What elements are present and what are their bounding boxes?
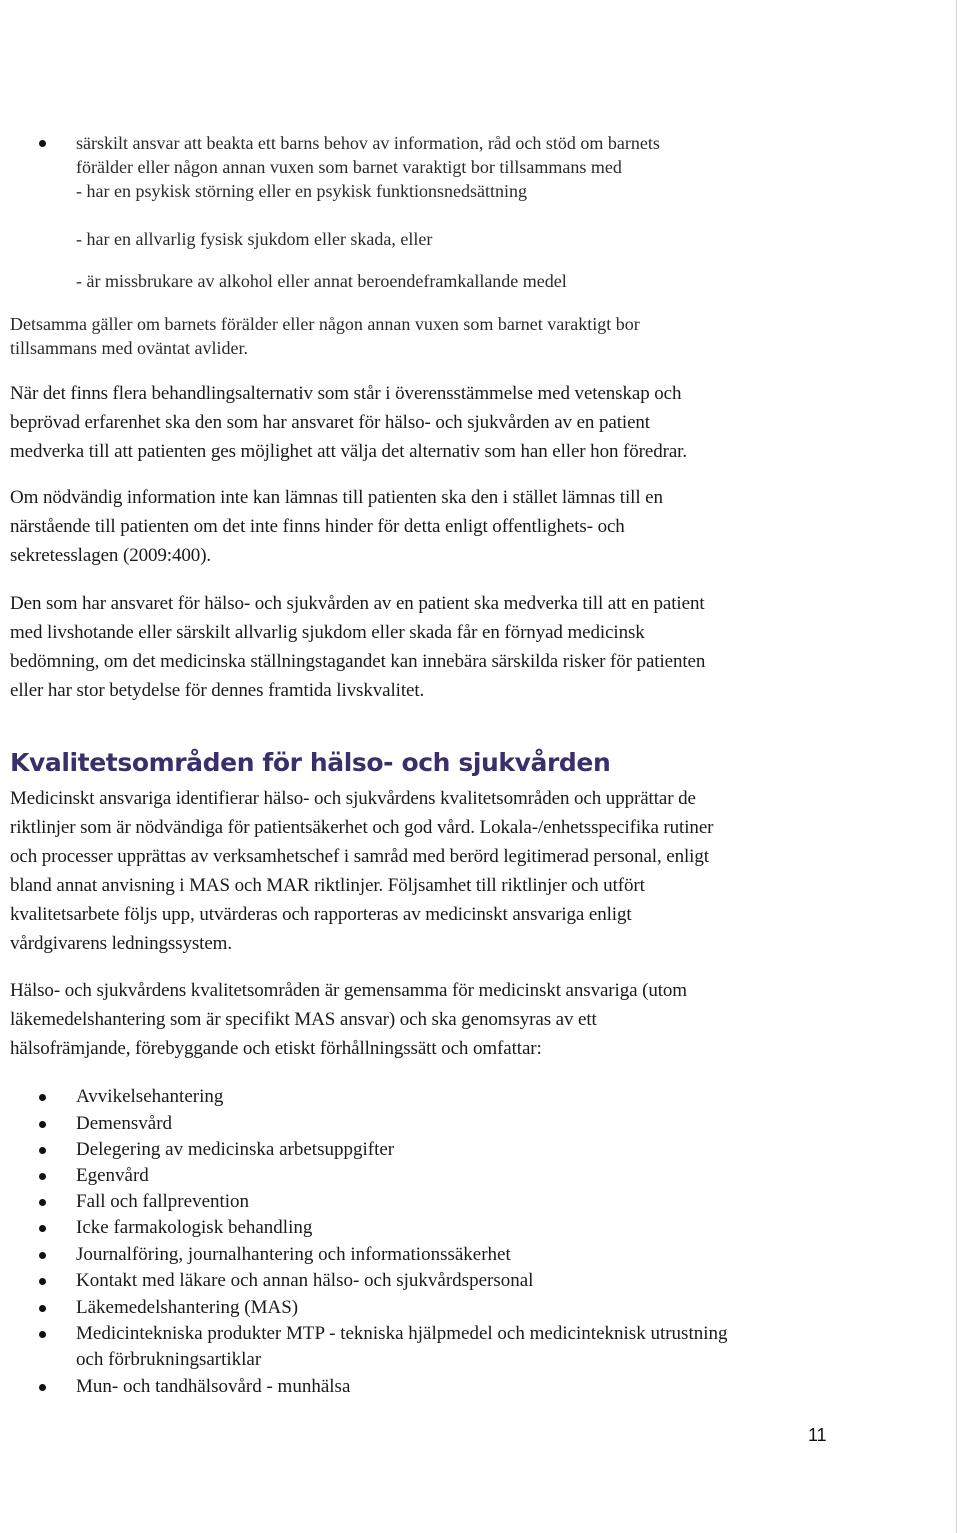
list-item	[76, 1084, 223, 1110]
bullet-icon	[39, 1278, 46, 1285]
list-item	[76, 1242, 511, 1268]
text-line: vårdgivarens ledningssystem.	[10, 933, 232, 954]
text-line: sekretesslagen (2009:400).	[10, 545, 212, 566]
list-item-label: och förbrukningsartiklar	[76, 1349, 262, 1370]
bullet-icon	[39, 1225, 46, 1232]
text-line: Hälso- och sjukvårdens kvalitetsområden är gemensamma för medicinskt ansvariga (utom	[10, 980, 687, 1001]
text-line: Om nödvändig information inte kan lämnas till patienten ska den i stället lämnas till en	[10, 487, 663, 508]
bullet-icon	[39, 1121, 46, 1128]
list-item-label: Fall och fallprevention	[76, 1191, 250, 1212]
list-item	[76, 1268, 533, 1294]
text-line: bland annat anvisning i MAS och MAR riktlinjer. Följsamhet till riktlinjer och utfört	[10, 875, 645, 896]
bullet-icon	[39, 1199, 46, 1206]
list-item	[76, 1374, 350, 1400]
paragraph-treatment-options	[10, 379, 687, 466]
text-line: med livshotande eller särskilt allvarlig sjukdom eller skada får en förnyad medicinsk	[10, 622, 645, 643]
text-line: kvalitetsarbete följs upp, utvärderas och rapporteras av medicinskt ansvariga enligt	[10, 904, 632, 925]
text-line: närstående till patienten om det inte finns hinder för detta enligt offentlighets- och	[10, 516, 625, 537]
text-line: Den som har ansvaret för hälso- och sjukvården av en patient ska medverka till att en patient	[10, 593, 705, 614]
list-item	[76, 1215, 312, 1241]
sub-item	[76, 227, 432, 251]
text-line: tillsammans med oväntat avlider.	[10, 338, 248, 358]
text-line: eller har stor betydelse för dennes framtida livskvalitet.	[10, 680, 425, 701]
top-bullet-text	[76, 131, 660, 203]
sub-item	[76, 269, 567, 293]
paragraph-information	[10, 483, 663, 570]
text-line: och processer upprättas av verksamhetschef i samråd med berörd legitimerad personal, enligt	[10, 846, 709, 867]
paragraph-second-opinion	[10, 589, 705, 705]
bullet-icon	[39, 1094, 46, 1101]
text-line: bedömning, om det medicinska ställningstagandet kan innebära särskilda risker för patienten	[10, 651, 706, 672]
list-item-label: Avvikelsehantering	[76, 1086, 224, 1107]
paragraph-common-areas	[10, 976, 687, 1063]
text-line: förälder eller någon annan vuxen som barnet varaktigt bor tillsammans med	[76, 157, 622, 177]
bullet-icon	[39, 1305, 46, 1312]
bullet-icon	[39, 140, 46, 147]
list-item-label: Journalföring, journalhantering och informationssäkerhet	[76, 1244, 511, 1265]
list-item	[76, 1137, 394, 1163]
detsamma-paragraph	[10, 312, 640, 360]
list-item-label: Icke farmakologisk behandling	[76, 1217, 313, 1238]
list-item	[76, 1189, 249, 1215]
list-item	[76, 1111, 172, 1137]
list-item-label: Egenvård	[76, 1165, 149, 1186]
text-line: Detsamma gäller om barnets förälder eller någon annan vuxen som barnet varaktigt bor	[10, 314, 640, 334]
text-line: särskilt ansvar att beakta ett barns behov av information, råd och stöd om barnets	[76, 133, 660, 153]
list-item	[76, 1321, 728, 1373]
text-line: medverka till att patienten ges möjlighet att välja det alternativ som han eller hon föredrar.	[10, 441, 688, 462]
paragraph-quality-areas	[10, 784, 713, 958]
text-line: hälsofrämjande, förebyggande och etiskt förhållningssätt och omfattar:	[10, 1038, 542, 1059]
bullet-icon	[39, 1331, 46, 1338]
text-line: riktlinjer som är nödvändiga för patientsäkerhet och god vård. Lokala-/enhetsspecifika rutiner	[10, 817, 714, 838]
text-line: - har en allvarlig fysisk sjukdom eller skada, eller	[76, 229, 433, 249]
section-heading: Kvalitetsområden för hälso- och sjukvården	[10, 748, 611, 777]
bullet-icon	[39, 1147, 46, 1154]
text-line: beprövad erfarenhet ska den som har ansvaret för hälso- och sjukvården av en patient	[10, 412, 650, 433]
list-item	[76, 1295, 298, 1321]
bullet-icon	[39, 1173, 46, 1180]
text-line: - är missbrukare av alkohol eller annat beroendeframkallande medel	[76, 271, 567, 291]
list-item-label: Mun- och tandhälsovård - munhälsa	[76, 1376, 351, 1397]
bullet-icon	[39, 1252, 46, 1259]
page-number: 11	[808, 1425, 827, 1445]
text-line: Medicinskt ansvariga identifierar hälso- och sjukvårdens kvalitetsområden och upprättar de	[10, 788, 696, 809]
page-edge	[956, 0, 957, 1533]
list-item-label: Demensvård	[76, 1113, 173, 1134]
list-item-label: Medicintekniska produkter MTP - tekniska hjälpmedel och medicinteknisk utrustning	[76, 1323, 728, 1344]
text-line: - har en psykisk störning eller en psykisk funktionsnedsättning	[76, 181, 527, 201]
list-item-label: Delegering av medicinska arbetsuppgifter	[76, 1139, 395, 1160]
list-item-label: Kontakt med läkare och annan hälso- och sjukvårdspersonal	[76, 1270, 534, 1291]
text-line: läkemedelshantering som är specifikt MAS ansvar) och ska genomsyras av ett	[10, 1009, 597, 1030]
list-item	[76, 1163, 149, 1189]
list-item-label: Läkemedelshantering (MAS)	[76, 1297, 299, 1318]
bullet-icon	[39, 1384, 46, 1391]
text-line: När det finns flera behandlingsalternativ som står i överensstämmelse med vetenskap och	[10, 383, 682, 404]
